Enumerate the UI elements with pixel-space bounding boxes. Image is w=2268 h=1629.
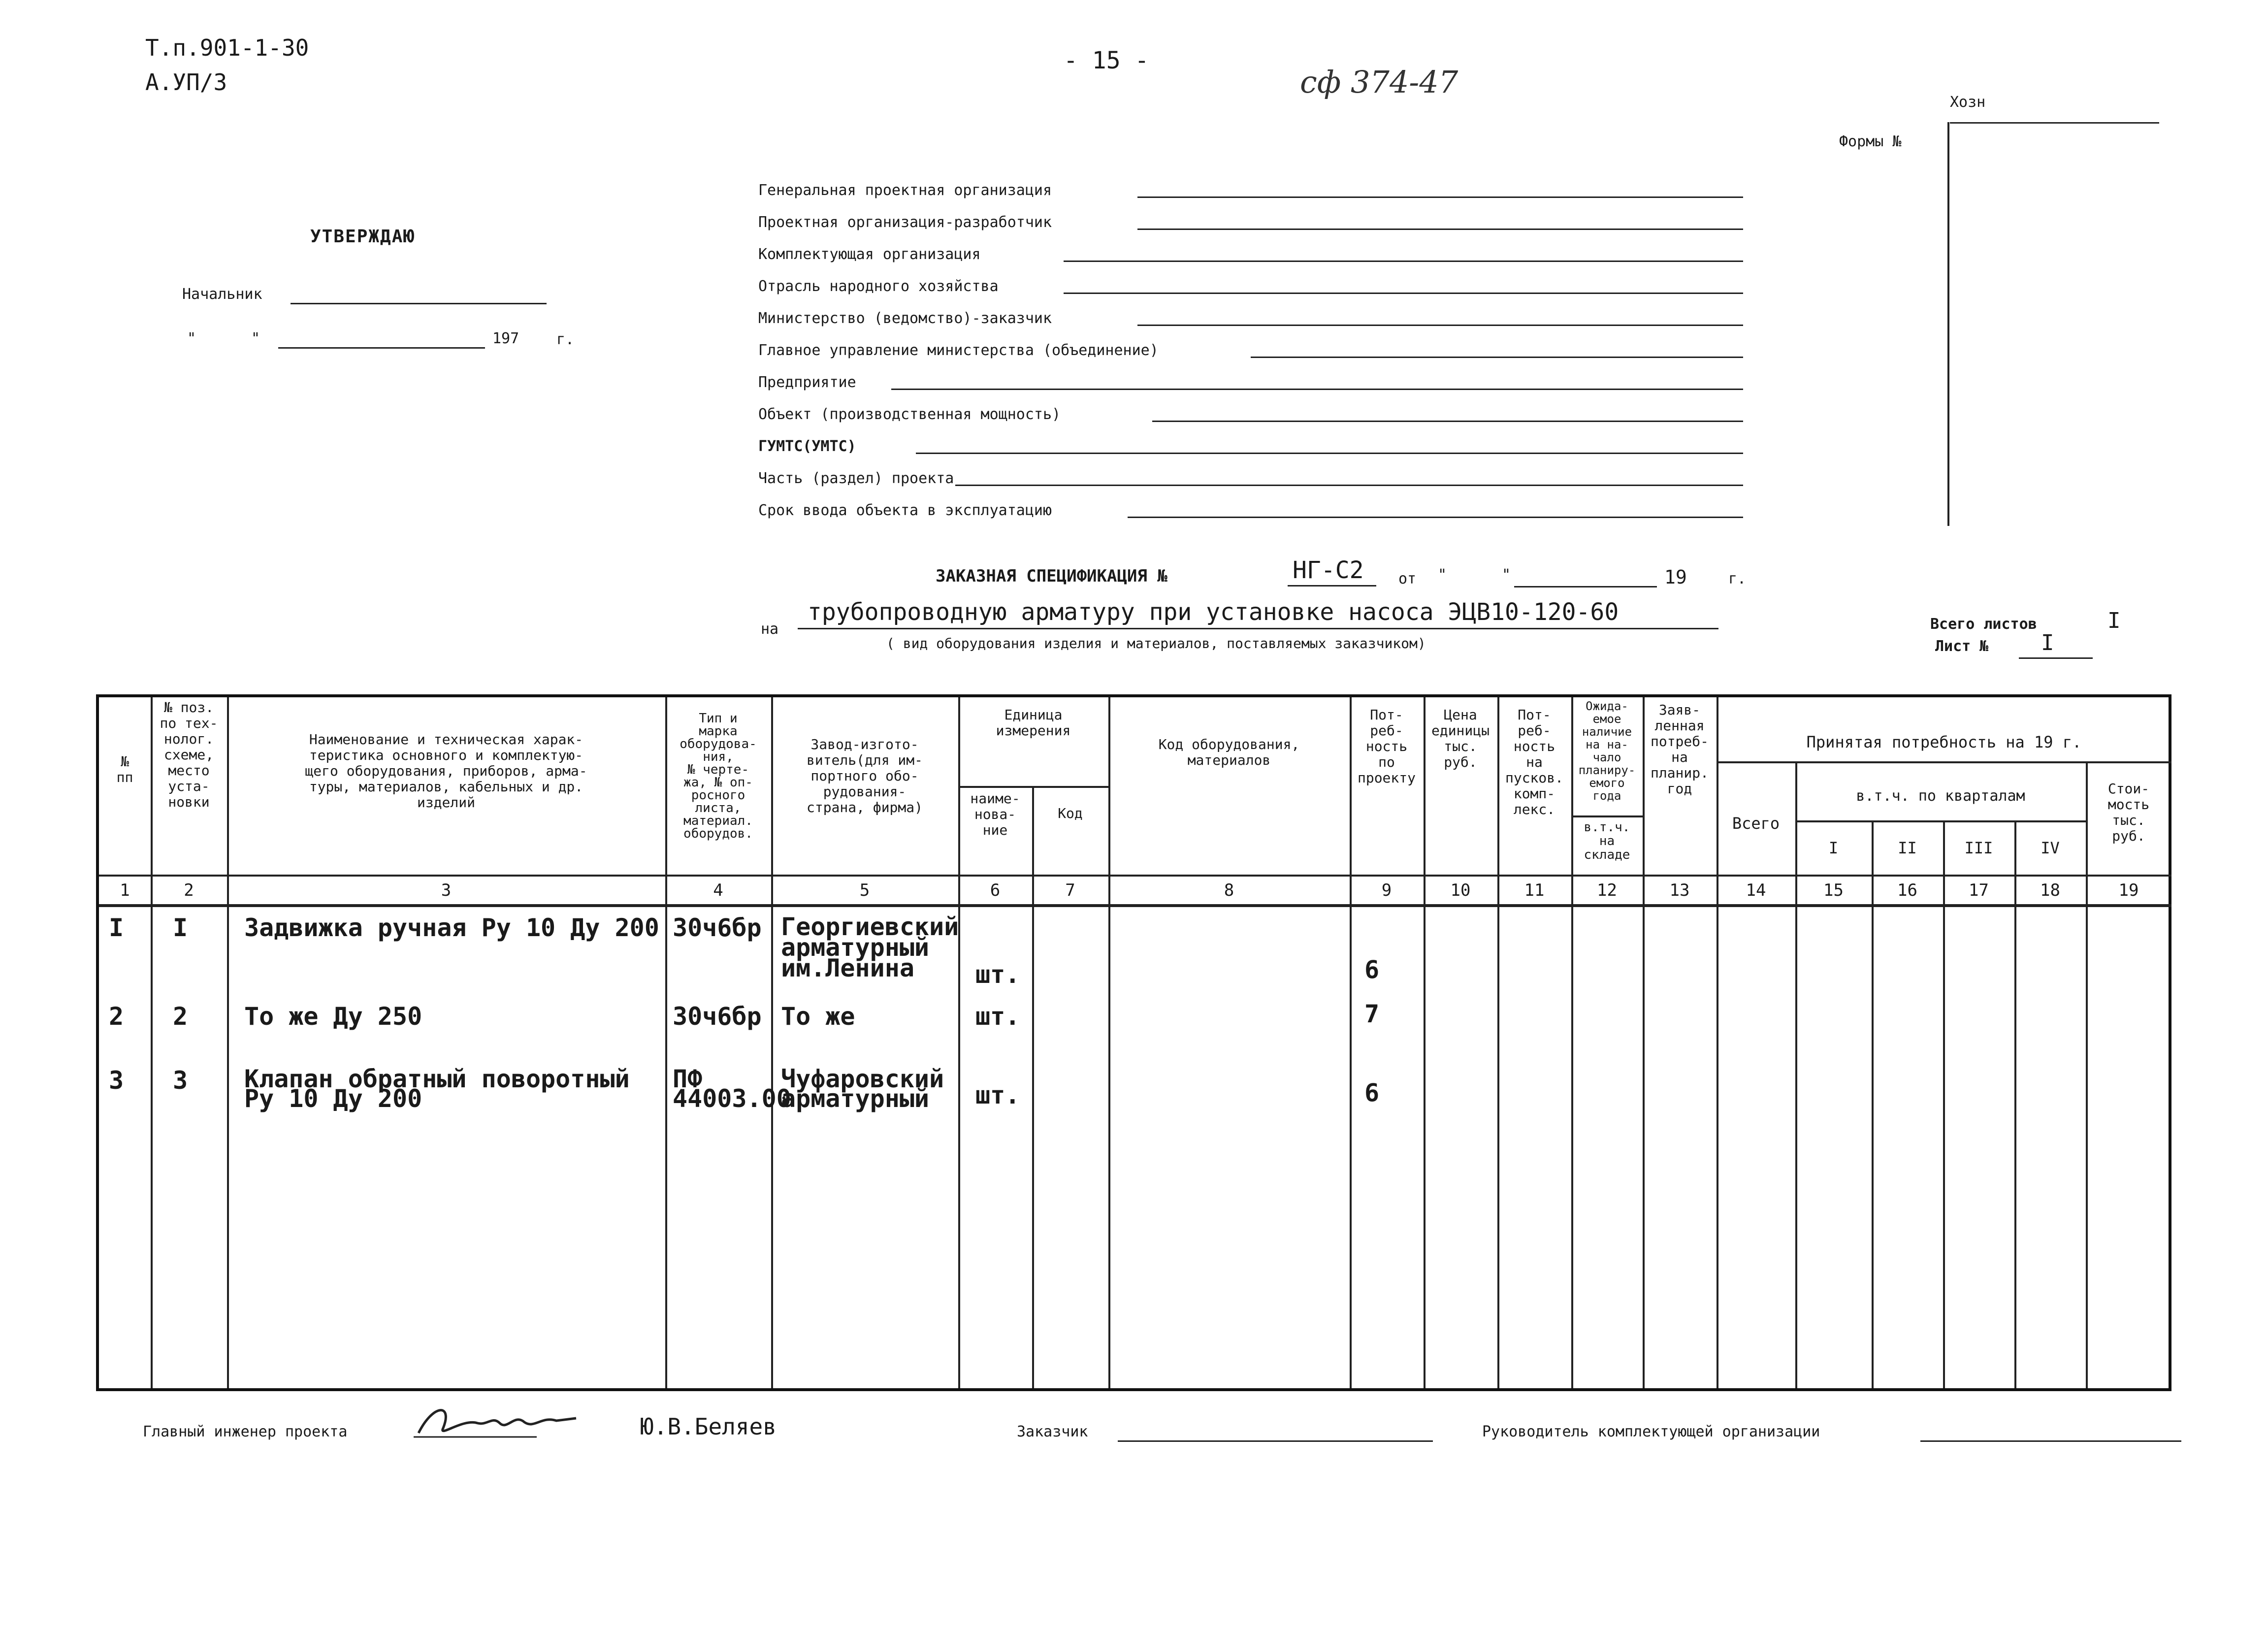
column-number: 18 [2040,880,2060,900]
field-label: Министерство (ведомство)-заказчик [758,310,1052,327]
column-number: 1 [120,880,130,900]
header-by-quarters: в.т.ч. по кварталам [1856,787,2025,805]
header-bottom-line [99,875,2171,877]
column-number: 11 [1524,880,1545,900]
column-number: 7 [1065,880,1075,900]
customer-signature-line [1118,1440,1433,1442]
header-type: Тип и марка оборудова- ния, № черте- жа, № оп- росного листа, материал. оборудов. [680,711,757,841]
field-line [955,485,1743,486]
field-line [1064,293,1743,294]
field-label: Часть (раздел) проекта [758,470,954,487]
approval-date-line [278,347,485,349]
column-number: 14 [1746,880,1766,900]
chief-engineer-label: Главный инженер проекта [143,1423,348,1440]
column-number: 13 [1669,880,1690,900]
field-label: Отрасль народного хозяйства [758,278,999,295]
album-code: А.УП/3 [145,69,227,96]
row-2-number: 2 [109,1002,124,1031]
column-number-bottom-line [99,904,2171,907]
header-expected-stock: Ожида- емое наличие на на- чало планиру- емого года [1578,699,1636,803]
column-number: 19 [2118,880,2139,900]
quarters-subheader-line [1795,820,2086,822]
field-design-org [758,209,1743,234]
column-number: 8 [1224,880,1234,900]
page-number: - 15 - [1064,47,1149,74]
form-box-topline [1950,122,2159,124]
chief-signature-line [291,303,547,304]
field-supply-org [758,241,1743,266]
sheets-total-label: Всего листов [1930,616,2037,633]
spec-subject-hint: ( вид оборудования изделия и материалов, поставляемых заказчиком) [886,635,1426,652]
supplier-head-signature-line [1920,1440,2181,1442]
accepted-subheader-line [1717,761,2171,763]
col-divider [1108,697,1110,1388]
field-gumts [758,433,1743,458]
field-line [1251,357,1743,358]
field-main-directorate [758,337,1743,362]
header-row-number: № пп [116,753,133,785]
field-line [1137,196,1743,198]
spec-on-label: на [761,620,779,638]
header-name: Наименование и техническая харак- теристика основного и комплектую- щего оборудования, приборов, арма- туры, материалов, кабельных и др. изделий [305,731,587,811]
spec-year-suffix: г. [1728,570,1747,587]
specification-table [96,694,2171,1391]
header-equipment-code: Код оборудования, материалов [1158,736,1300,768]
date-quote-open: " [187,330,196,347]
header-unit: Единица измерения [996,707,1071,739]
spec-quote-open: " [1438,566,1447,584]
row-2-name: То же Ду 250 [244,1002,422,1031]
column-number: 16 [1897,880,1917,900]
row-1-position: I [173,913,188,942]
field-line [1064,261,1743,262]
field-industry [758,273,1743,298]
field-label: Срок ввода объекта в эксплуатацию [758,502,1052,519]
col-divider [1717,697,1718,1388]
field-enterprise [758,369,1743,394]
handwritten-code: сф 374-47 [1300,64,1458,100]
spec-from-label: от [1398,570,1417,587]
row-2-manufacturer: То же [781,1002,855,1031]
sheet-label: Лист № [1935,638,1989,655]
column-number: 4 [713,880,723,900]
field-label: Проектная организация-разработчик [758,214,1052,231]
field-label: Главное управление министерства (объединение) [758,342,1159,359]
row-3-manufacturer: Чуфаровский арматурный [781,1065,944,1113]
sheet-number: I [2041,630,2054,655]
header-manufacturer: Завод-изгото- витель(для им- портного обо- рудования- страна, фирма) [806,736,923,815]
field-general-design-org [758,177,1743,202]
column-number: 10 [1450,880,1471,900]
column-number: 5 [859,880,870,900]
col-divider [1350,697,1352,1388]
field-label: Генеральная проектная организация [758,182,1052,199]
column-number: 2 [184,880,194,900]
stock-subheader-line [1571,815,1643,817]
spec-subject: трубопроводную арматуру при установке насоса ЭЦВ10-120-60 [808,598,1619,626]
sheet-number-line [2019,657,2093,659]
row-1-type: 30ч6бр [673,913,762,942]
col-divider [1424,697,1426,1388]
row-3-type: ПФ 44003.00 [673,1065,791,1113]
approval-year-suffix: г. [556,331,575,348]
col-divider [1643,697,1645,1388]
field-line [1137,228,1743,230]
field-line [1128,517,1743,518]
customer-label: Заказчик [1017,1423,1088,1440]
field-project-part [758,465,1743,490]
document-code: Т.п.901-1-30 [145,34,309,61]
spec-subject-line [798,628,1718,629]
col-divider [2086,761,2088,1388]
column-number: 17 [1969,880,1989,900]
column-number: 9 [1381,880,1392,900]
row-3-number: 3 [109,1066,124,1095]
row-2-type: 30ч6бр [673,1002,762,1031]
header-in-warehouse: в.т.ч. на складе [1584,820,1630,862]
field-label: Комплектующая организация [758,246,981,263]
spec-quote-close: " [1502,566,1511,584]
column-number: 6 [990,880,1001,900]
row-2-unit: шт. [975,1002,1020,1031]
unit-subheader-line [958,786,1108,788]
header-unit-code: Код [1058,805,1083,821]
row-2-quantity: 7 [1364,1000,1380,1028]
header-cost: Стои- мость тыс. руб. [2107,781,2150,844]
row-2-position: 2 [173,1002,188,1031]
field-label: Предприятие [758,374,856,391]
row-3-name: Клапан обратный поворотный Ру 10 Ду 200 [244,1065,630,1113]
header-quarter-2: II [1898,839,1917,857]
form-box-leftline [1947,122,1949,526]
field-line [916,453,1743,454]
chief-label: Начальник [182,286,262,303]
row-1-manufacturer: Георгиевский арматурный им.Ленина [781,912,959,982]
header-quarter-4: IV [2041,839,2060,857]
column-number: 3 [441,880,452,900]
header-position: № поз. по тех- нолог. схеме, место уста- новки [160,699,218,810]
header-unit-price: Цена единицы тыс. руб. [1431,707,1490,770]
spec-number: НГ-С2 [1293,556,1364,584]
header-total: Всего [1732,814,1780,833]
form-number-label: Формы № [1839,133,1902,150]
row-3-unit: шт. [975,1081,1020,1109]
column-number: 12 [1597,880,1617,900]
header-startup-need: Пот- реб- ность на пусков. комп- лекс. [1505,707,1563,817]
header-accepted-need: Принятая потребность на 19 г. [1806,733,2082,751]
row-1-number: I [109,913,124,942]
chief-engineer-name: Ю.В.Беляев [640,1413,777,1440]
date-quote-close: " [251,330,260,347]
spec-year: 19 [1664,566,1687,588]
spec-title: ЗАКАЗНАЯ СПЕЦИФИКАЦИЯ № [936,566,1167,586]
row-3-position: 3 [173,1066,188,1095]
header-declared-need: Заяв- ленная потреб- на планир. год [1650,702,1709,797]
form-label-top: Хозн [1950,94,1986,111]
row-1-quantity: 6 [1364,955,1380,984]
field-line [891,389,1743,390]
signature-icon [414,1399,581,1443]
approval-year: 197 [492,330,519,347]
field-line [1137,325,1743,326]
approval-title: УТВЕРЖДАЮ [310,227,416,247]
supplier-head-label: Руководитель комплектующей организации [1482,1423,1820,1440]
row-1-name: Задвижка ручная Ру 10 Ду 200 [244,913,659,942]
field-label: ГУМТС(УМТС) [758,438,856,455]
spec-number-line [1288,585,1376,586]
header-unit-name: наиме- нова- ние [970,790,1020,838]
field-line [1152,421,1743,422]
field-label: Объект (производственная мощность) [758,406,1061,423]
field-ministry [758,305,1743,330]
row-3-quantity: 6 [1364,1078,1380,1107]
sheets-total: I [2107,608,2121,633]
header-project-need: Пот- реб- ность по проекту [1357,707,1416,786]
row-1-unit: шт. [975,960,1020,989]
field-object [758,401,1743,426]
header-quarter-3: III [1964,839,1993,857]
field-commissioning-date [758,497,1743,522]
header-quarter-1: I [1828,839,1839,857]
column-number: 15 [1823,880,1844,900]
spec-date-line [1514,586,1657,587]
